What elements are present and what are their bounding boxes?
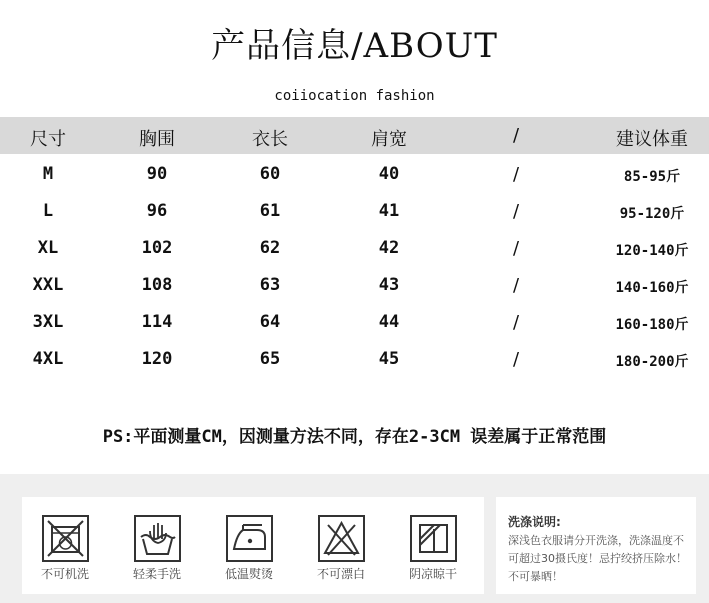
shade-dry-icon bbox=[410, 515, 457, 562]
care-label: 不可漂白 bbox=[316, 567, 366, 581]
care-label: 轻柔手洗 bbox=[132, 567, 182, 581]
table-cell-chest: 120 bbox=[141, 349, 173, 369]
table-cell-length: 60 bbox=[259, 164, 281, 184]
table-cell-chest: 96 bbox=[146, 201, 168, 221]
table-cell-size: L bbox=[42, 201, 54, 221]
header-weight: 建议体重 bbox=[616, 129, 688, 150]
header-chest: 胸围 bbox=[139, 129, 175, 150]
table-cell-length: 64 bbox=[259, 312, 281, 332]
table-cell-shoulder: 42 bbox=[378, 238, 400, 258]
low-temp-iron-icon bbox=[226, 515, 273, 562]
gentle-hand-wash-icon bbox=[134, 515, 181, 562]
measurement-note: PS:平面测量CM，因测量方法不同，存在2-3CM 误差属于正常范围 bbox=[102, 427, 607, 447]
table-cell-weight: 120-140斤 bbox=[615, 243, 689, 259]
table-cell-size: M bbox=[42, 164, 54, 184]
table-cell-weight: 140-160斤 bbox=[615, 280, 689, 296]
table-cell-length: 62 bbox=[259, 238, 281, 258]
table-cell-shoulder: 43 bbox=[378, 275, 400, 295]
care-label: 不可机洗 bbox=[40, 567, 90, 581]
table-cell-size: XXL bbox=[32, 275, 64, 295]
table-cell-shoulder: 41 bbox=[378, 201, 400, 221]
header-blank: / bbox=[512, 125, 520, 146]
header-shoulder: 肩宽 bbox=[371, 129, 407, 150]
table-cell-weight: 85-95斤 bbox=[623, 169, 681, 185]
table-cell-length: 61 bbox=[259, 201, 281, 221]
table-cell-weight: 95-120斤 bbox=[619, 206, 685, 222]
header-length: 衣长 bbox=[252, 129, 288, 150]
table-cell-blank: / bbox=[512, 312, 520, 333]
care-label: 阴凉晾干 bbox=[408, 567, 458, 581]
no-machine-wash-icon bbox=[42, 515, 89, 562]
table-cell-blank: / bbox=[512, 201, 520, 222]
header-size: 尺寸 bbox=[30, 129, 66, 150]
table-cell-shoulder: 44 bbox=[378, 312, 400, 332]
wash-instructions-title: 洗涤说明: bbox=[508, 515, 561, 529]
table-cell-blank: / bbox=[512, 164, 520, 185]
table-cell-shoulder: 40 bbox=[378, 164, 400, 184]
table-cell-size: 3XL bbox=[32, 312, 64, 332]
brand-subtitle: coiiocation fashion bbox=[274, 88, 435, 104]
table-cell-chest: 114 bbox=[141, 312, 173, 332]
table-cell-shoulder: 45 bbox=[378, 349, 400, 369]
no-bleach-icon bbox=[318, 515, 365, 562]
table-cell-chest: 108 bbox=[141, 275, 173, 295]
table-cell-weight: 180-200斤 bbox=[615, 354, 689, 370]
table-cell-size: XL bbox=[37, 238, 59, 258]
table-cell-blank: / bbox=[512, 238, 520, 259]
table-cell-size: 4XL bbox=[32, 349, 64, 369]
care-label: 低温熨烫 bbox=[224, 567, 274, 581]
table-cell-chest: 102 bbox=[141, 238, 173, 258]
table-cell-weight: 160-180斤 bbox=[615, 317, 689, 333]
page-title: 产品信息/ABOUT bbox=[211, 26, 498, 66]
size-table-header-bar bbox=[0, 117, 709, 154]
table-cell-blank: / bbox=[512, 349, 520, 370]
table-cell-length: 63 bbox=[259, 275, 281, 295]
table-cell-blank: / bbox=[512, 275, 520, 296]
wash-instructions-text: 深浅色衣服请分开洗涤，洗涤温度不可超过30摄氏度！忌拧绞挤压除水！不可暴晒！ bbox=[508, 534, 687, 583]
table-cell-chest: 90 bbox=[146, 164, 168, 184]
table-cell-length: 65 bbox=[259, 349, 281, 369]
